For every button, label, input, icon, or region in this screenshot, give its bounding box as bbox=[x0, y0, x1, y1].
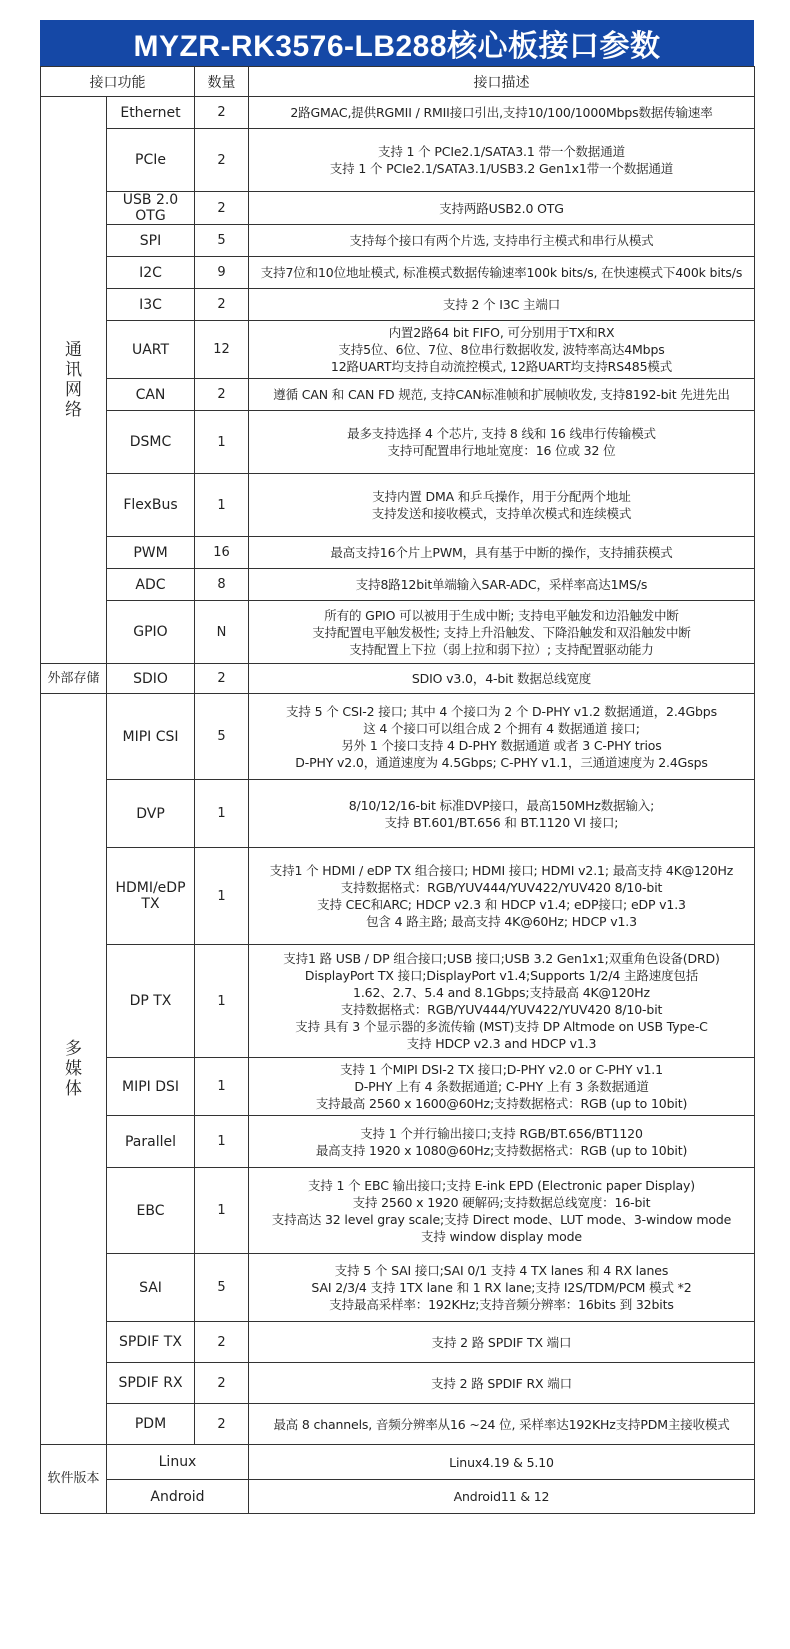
table-row bbox=[41, 1404, 755, 1445]
interface-count: 1 bbox=[195, 945, 249, 1058]
table-row bbox=[41, 97, 755, 129]
interface-description: 支持 5 个 CSI-2 接口; 其中 4 个接口为 2 个 D-PHY v1.2 数据通道，2.4Gbps 这 4 个接口可以组合成 2 个拥有 4 数据通道 接口; 另外 1 个接口支持 4 D-PHY 数据通道 或者 3 C-PHY trios D-PHY v2.0，通道速度为 4.5Gbps; C-PHY v1.1，三通道速度为 2.4Gsps bbox=[249, 694, 755, 780]
table-row bbox=[41, 664, 755, 694]
header-function: 接口功能 bbox=[41, 67, 195, 97]
interface-name: UART bbox=[107, 321, 195, 379]
software-name: Android bbox=[107, 1480, 249, 1514]
table-row bbox=[41, 129, 755, 192]
interface-name: Parallel bbox=[107, 1116, 195, 1168]
group-label bbox=[41, 694, 107, 1445]
table-row bbox=[41, 945, 755, 1058]
table-row bbox=[41, 379, 755, 411]
interface-description: 支持1 路 USB / DP 组合接口;USB 接口;USB 3.2 Gen1x1;双重角色设备(DRD) DisplayPort TX 接口;DisplayPort v1.4;Supports 1/2/4 主路速度包括 1.62、2.7、5.4 and 8.1Gbps;支持最高 4K@120Hz 支持数据格式：RGB/YUV444/YUV422/YUV420 8/10-bit 支持 具有 3 个显示器的多流传输 (MST)支持 DP Altmode on USB Type-C 支持 HDCP v2.3 and HDCP v1.3 bbox=[249, 945, 755, 1058]
interface-name: EBC bbox=[107, 1168, 195, 1254]
interface-name: I2C bbox=[107, 257, 195, 289]
table-row bbox=[41, 601, 755, 664]
interface-name: PCIe bbox=[107, 129, 195, 192]
interface-name: PWM bbox=[107, 537, 195, 569]
table-row bbox=[41, 694, 755, 780]
table-row bbox=[41, 1445, 755, 1480]
interface-name: DVP bbox=[107, 780, 195, 848]
interface-description: 支持内置 DMA 和乒乓操作，用于分配两个地址 支持发送和接收模式，支持单次模式和连续模式 bbox=[249, 474, 755, 537]
header-row bbox=[41, 67, 755, 97]
software-version: Linux4.19 & 5.10 bbox=[249, 1445, 755, 1480]
interface-description: 支持 2 个 I3C 主端口 bbox=[249, 289, 755, 321]
interface-name: SPDIF TX bbox=[107, 1322, 195, 1363]
interface-name: SDIO bbox=[107, 664, 195, 694]
group-label: 软件版本 bbox=[41, 1445, 107, 1514]
interface-description: 所有的 GPIO 可以被用于生成中断; 支持电平触发和边沿触发中断 支持配置电平触发极性; 支持上升沿触发、下降沿触发和双沿触发中断 支持配置上下拉（弱上拉和弱下拉）; 支持配置驱动能力 bbox=[249, 601, 755, 664]
interface-description: 支持 1 个 PCIe2.1/SATA3.1 带一个数据通道 支持 1 个 PCIe2.1/SATA3.1/USB3.2 Gen1x1带一个数据通道 bbox=[249, 129, 755, 192]
interface-count: 1 bbox=[195, 780, 249, 848]
table-row bbox=[41, 537, 755, 569]
interface-count: 2 bbox=[195, 289, 249, 321]
interface-description: SDIO v3.0，4-bit 数据总线宽度 bbox=[249, 664, 755, 694]
interface-count: 5 bbox=[195, 225, 249, 257]
interface-description: 支持 1 个MIPI DSI-2 TX 接口;D-PHY v2.0 or C-PHY v1.1 D-PHY 上有 4 条数据通道; C-PHY 上有 3 条数据通道 支持最高 2560 x 1600@60Hz;支持数据格式：RGB (up to 10bit) bbox=[249, 1058, 755, 1116]
interface-description: 支持8路12bit单端输入SAR-ADC，采样率高达1MS/s bbox=[249, 569, 755, 601]
interface-count: 16 bbox=[195, 537, 249, 569]
interface-description: 8/10/12/16-bit 标准DVP接口，最高150MHz数据输入; 支持 BT.601/BT.656 和 BT.1120 VI 接口; bbox=[249, 780, 755, 848]
interface-description: 支持 5 个 SAI 接口;SAI 0/1 支持 4 TX lanes 和 4 RX lanes SAI 2/3/4 支持 1TX lane 和 1 RX lane;支持 I2S/TDM/PCM 模式 *2 支持最高采样率：192KHz;支持音频分辨率：16bits 到 32bits bbox=[249, 1254, 755, 1322]
interface-name: SAI bbox=[107, 1254, 195, 1322]
interface-description: 支持1 个 HDMI / eDP TX 组合接口; HDMI 接口; HDMI v2.1; 最高支持 4K@120Hz 支持数据格式：RGB/YUV444/YUV422/YUV420 8/10-bit 支持 CEC和ARC; HDCP v2.3 和 HDCP v1.4; eDP接口; eDP v1.3 包含 4 路主路; 最高支持 4K@60Hz; HDCP v1.3 bbox=[249, 848, 755, 945]
interface-name: CAN bbox=[107, 379, 195, 411]
interface-name: ADC bbox=[107, 569, 195, 601]
interface-count: 1 bbox=[195, 474, 249, 537]
group-label bbox=[41, 97, 107, 664]
group-label bbox=[41, 664, 107, 694]
interface-name: PDM bbox=[107, 1404, 195, 1445]
table-row bbox=[41, 289, 755, 321]
interface-description: 最高支持16个片上PWM，具有基于中断的操作，支持捕获模式 bbox=[249, 537, 755, 569]
interface-count: 5 bbox=[195, 694, 249, 780]
header-count: 数量 bbox=[195, 67, 249, 97]
table-row bbox=[41, 1254, 755, 1322]
interface-description: 支持 2 路 SPDIF RX 端口 bbox=[249, 1363, 755, 1404]
table-row bbox=[41, 1168, 755, 1254]
interface-description: 2路GMAC,提供RGMII / RMII接口引出,支持10/100/1000Mbps数据传输速率 bbox=[249, 97, 755, 129]
interface-count: 12 bbox=[195, 321, 249, 379]
table-row bbox=[41, 474, 755, 537]
table-row bbox=[41, 1058, 755, 1116]
table-row bbox=[41, 569, 755, 601]
table-row bbox=[41, 1480, 755, 1514]
group-label-text: 外部存储 bbox=[47, 670, 100, 686]
interface-description: 支持 1 个并行输出接口;支持 RGB/BT.656/BT1120 最高支持 1920 x 1080@60Hz;支持数据格式：RGB (up to 10bit) bbox=[249, 1116, 755, 1168]
interface-count: 1 bbox=[195, 1058, 249, 1116]
interface-name: FlexBus bbox=[107, 474, 195, 537]
table-row bbox=[41, 1322, 755, 1363]
interface-count: 2 bbox=[195, 97, 249, 129]
interface-name: MIPI DSI bbox=[107, 1058, 195, 1116]
interface-description: 支持 2 路 SPDIF TX 端口 bbox=[249, 1322, 755, 1363]
interface-description: 最多支持选择 4 个芯片, 支持 8 线和 16 线串行传输模式 支持可配置串行地址宽度：16 位或 32 位 bbox=[249, 411, 755, 474]
interface-count: N bbox=[195, 601, 249, 664]
interface-name: USB 2.0 OTG bbox=[107, 192, 195, 225]
interface-name: SPDIF RX bbox=[107, 1363, 195, 1404]
interface-name: GPIO bbox=[107, 601, 195, 664]
interface-name: DP TX bbox=[107, 945, 195, 1058]
table-row bbox=[41, 780, 755, 848]
interface-description: 支持每个接口有两个片选, 支持串行主模式和串行从模式 bbox=[249, 225, 755, 257]
interface-count: 2 bbox=[195, 379, 249, 411]
interface-name: Ethernet bbox=[107, 97, 195, 129]
interface-description: 支持两路USB2.0 OTG bbox=[249, 192, 755, 225]
interface-description: 最高 8 channels, 音频分辨率从16 ~24 位, 采样率达192KHz支持PDM主接收模式 bbox=[249, 1404, 755, 1445]
group-label-text: 通讯网络 bbox=[65, 340, 82, 420]
interface-count: 1 bbox=[195, 1116, 249, 1168]
interface-count: 2 bbox=[195, 129, 249, 192]
header-description: 接口描述 bbox=[249, 67, 755, 97]
group-label-text: 多媒体 bbox=[65, 1039, 82, 1099]
interface-count: 2 bbox=[195, 1404, 249, 1445]
table-row bbox=[41, 257, 755, 289]
table-row bbox=[41, 848, 755, 945]
interface-name: HDMI/eDP TX bbox=[107, 848, 195, 945]
interface-count: 2 bbox=[195, 1363, 249, 1404]
interface-count: 1 bbox=[195, 1168, 249, 1254]
interface-description: 支持 1 个 EBC 输出接口;支持 E-ink EPD (Electronic paper Display) 支持 2560 x 1920 硬解码;支持数据总线宽度：16-bit 支持高达 32 level gray scale;支持 Direct mode、LUT mode、3-window mode 支持 window display mode bbox=[249, 1168, 755, 1254]
table-row bbox=[41, 1116, 755, 1168]
interface-description: 内置2路64 bit FIFO, 可分别用于TX和RX 支持5位、6位、7位、8位串行数据收发, 波特率高达4Mbps 12路UART均支持自动流控模式, 12路UART均支持RS485模式 bbox=[249, 321, 755, 379]
interface-name: MIPI CSI bbox=[107, 694, 195, 780]
software-version: Android11 & 12 bbox=[249, 1480, 755, 1514]
interface-count: 2 bbox=[195, 664, 249, 694]
page-title: MYZR-RK3576-LB288核心板接口参数 bbox=[40, 20, 754, 66]
interface-count: 5 bbox=[195, 1254, 249, 1322]
interface-description: 遵循 CAN 和 CAN FD 规范, 支持CAN标准帧和扩展帧收发, 支持8192-bit 先进先出 bbox=[249, 379, 755, 411]
interface-description: 支持7位和10位地址模式, 标准模式数据传输速率100k bits/s, 在快速模式下400k bits/s bbox=[249, 257, 755, 289]
table-row bbox=[41, 225, 755, 257]
table-row bbox=[41, 411, 755, 474]
interface-name: DSMC bbox=[107, 411, 195, 474]
table-row bbox=[41, 1363, 755, 1404]
interface-name: I3C bbox=[107, 289, 195, 321]
spec-table bbox=[40, 66, 755, 1514]
interface-count: 1 bbox=[195, 848, 249, 945]
table-row bbox=[41, 321, 755, 379]
interface-count: 2 bbox=[195, 192, 249, 225]
software-name: Linux bbox=[107, 1445, 249, 1480]
interface-count: 9 bbox=[195, 257, 249, 289]
interface-count: 1 bbox=[195, 411, 249, 474]
interface-name: SPI bbox=[107, 225, 195, 257]
table-row bbox=[41, 192, 755, 225]
interface-count: 8 bbox=[195, 569, 249, 601]
interface-count: 2 bbox=[195, 1322, 249, 1363]
